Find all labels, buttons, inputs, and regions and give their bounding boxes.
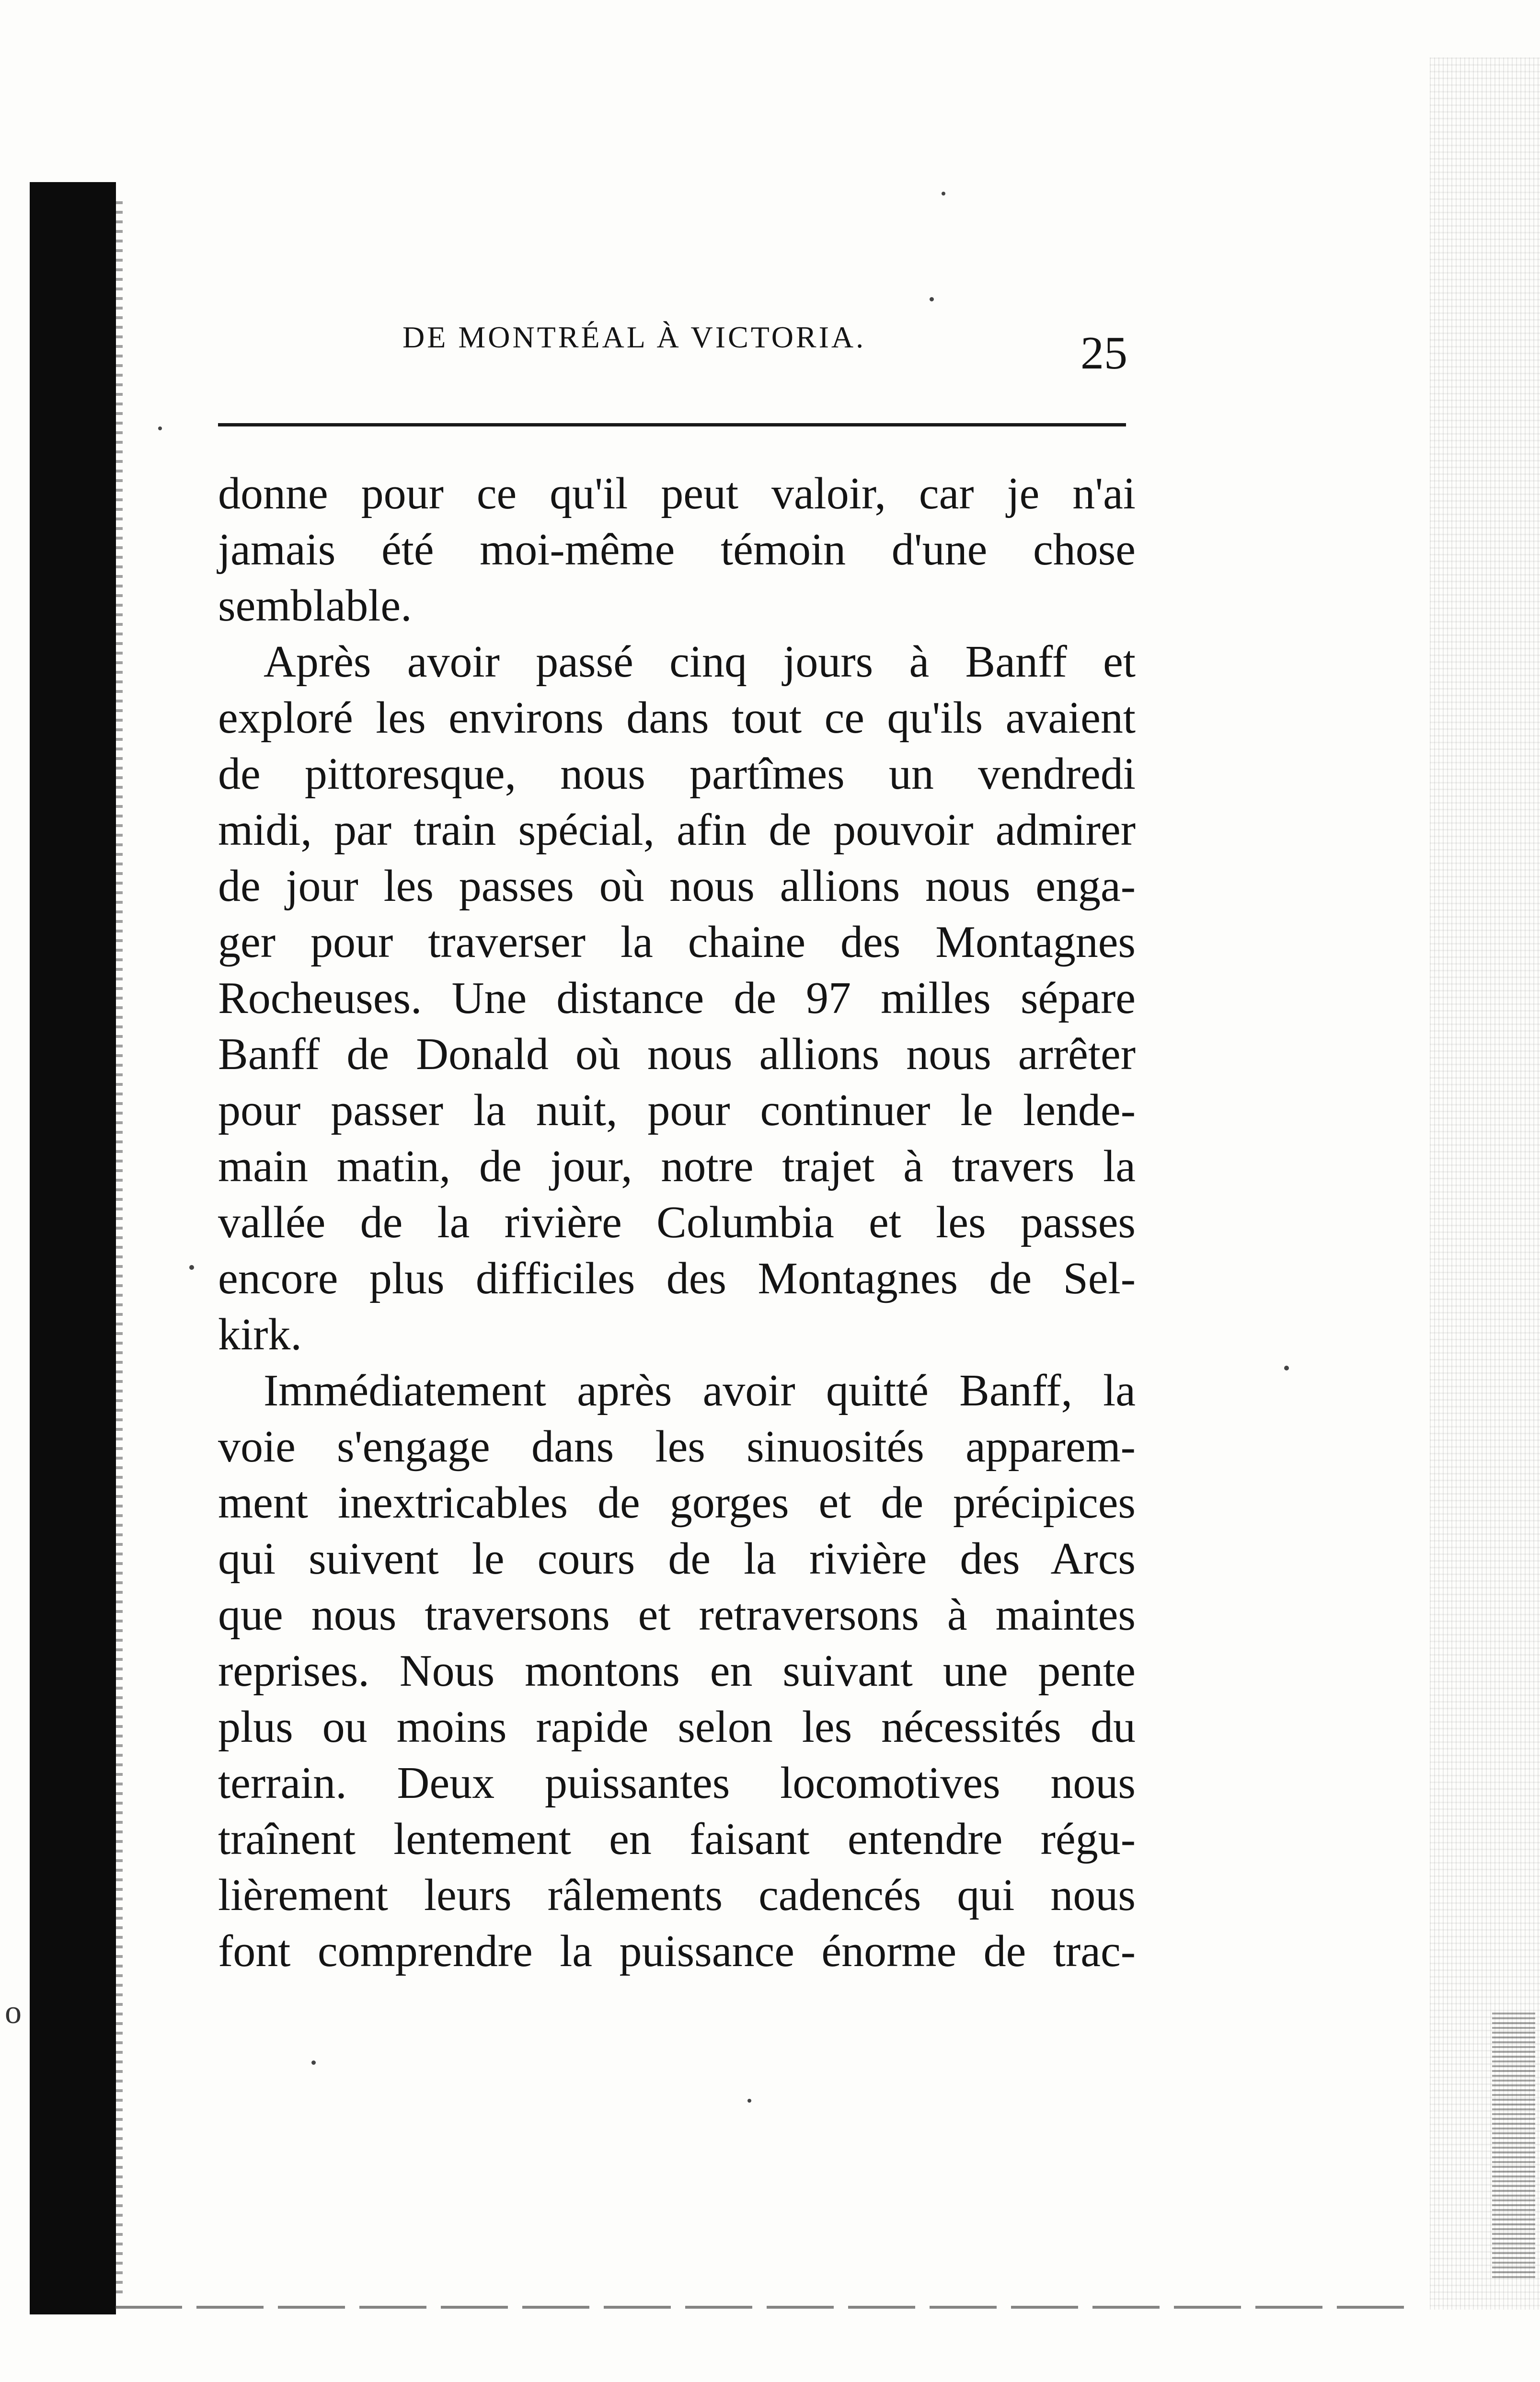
text-line: traînent lentement en faisant entendre régu- — [218, 1814, 1136, 1864]
text-line: kirk. — [218, 1310, 302, 1359]
text-line: pour passer la nuit, pour continuer le lende- — [218, 1085, 1136, 1135]
text-line: vallée de la rivière Columbia et les passes — [218, 1197, 1136, 1247]
text-line: Immédiatement après avoir quitté Banff, la — [264, 1366, 1136, 1415]
text-line: Rocheuses. Une distance de 97 milles sépare — [218, 973, 1136, 1023]
running-title: DE MONTRÉAL À VICTORIA. — [402, 320, 866, 354]
text-line: qui suivent le cours de la rivière des Arcs — [218, 1534, 1136, 1584]
text-line: exploré les environs dans tout ce qu'ils avaient — [218, 693, 1136, 743]
speck — [158, 426, 162, 430]
speck — [747, 2099, 751, 2103]
text-line: ment inextricables de gorges et de précipices — [218, 1478, 1136, 1528]
text-line: Après avoir passé cinq jours à Banff et — [264, 637, 1136, 687]
text-line: reprises. Nous montons en suivant une pente — [218, 1646, 1136, 1696]
header-rule — [218, 423, 1126, 426]
speck — [1284, 1366, 1289, 1370]
text-line: midi, par train spécial, afin de pouvoir admirer — [218, 805, 1136, 855]
text-line: semblable. — [218, 581, 412, 631]
text-line: jamais été moi-même témoin d'une chose — [218, 525, 1136, 575]
binding-shadow — [30, 182, 116, 2314]
body-text — [218, 466, 1136, 1979]
text-line: main matin, de jour, notre trajet à travers la — [218, 1141, 1136, 1191]
speck — [311, 2060, 316, 2065]
speck — [942, 192, 945, 196]
margin-mark: o — [5, 1994, 22, 2031]
page-bottom-edge — [115, 2306, 1418, 2309]
speck — [930, 297, 934, 301]
text-line: lièrement leurs râlements cadencés qui nous — [218, 1870, 1136, 1920]
binding-edge — [116, 201, 123, 2300]
text-line: que nous traversons et retraversons à maintes — [218, 1590, 1136, 1640]
speck — [189, 1265, 194, 1270]
text-line: voie s'engage dans les sinuosités apparem- — [218, 1422, 1136, 1472]
page-number: 25 — [1080, 327, 1127, 379]
text-line: donne pour ce qu'il peut valoir, car je n'ai — [218, 469, 1136, 518]
text-line: de pittoresque, nous partîmes un vendredi — [218, 749, 1136, 799]
text-line: font comprendre la puissance énorme de trac- — [218, 1926, 1136, 1976]
text-line: ger pour traverser la chaine des Montagnes — [218, 917, 1136, 967]
text-line: encore plus difficiles des Montagnes de Sel- — [218, 1254, 1136, 1303]
text-line: terrain. Deux puissantes locomotives nous — [218, 1758, 1136, 1808]
text-line: plus ou moins rapide selon les nécessités du — [218, 1702, 1136, 1752]
text-line: de jour les passes où nous allions nous enga- — [218, 861, 1136, 911]
text-line: Banff de Donald où nous allions nous arrêter — [218, 1029, 1136, 1079]
page-edge-right — [1430, 58, 1540, 2310]
page-edge-stain — [1492, 2013, 1535, 2281]
